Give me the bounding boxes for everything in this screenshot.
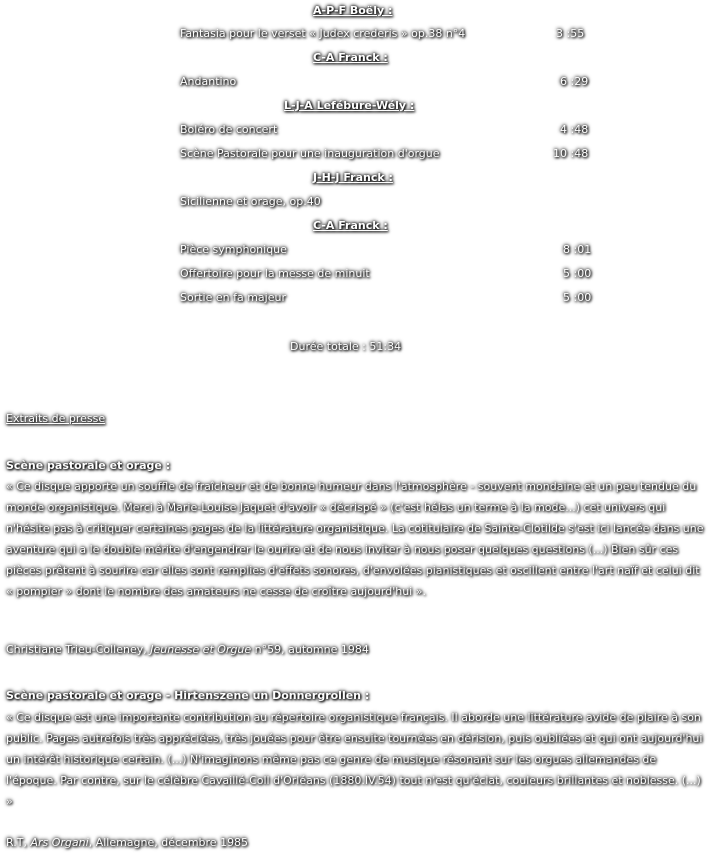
review-title: Scène pastorale et orage : — [6, 459, 171, 472]
program-item-title: Pièce symphonique — [180, 243, 287, 256]
composer-boely: A-P-F Boëly : — [313, 4, 393, 17]
review-meta: n°59, automne 1984 — [251, 643, 369, 656]
program-item-title: Offertoire pour la messe de minuit — [180, 267, 370, 280]
program-item-duration: 5 :00 — [563, 267, 592, 280]
composer-lefebure-wely: L-J-A Lefébure-Wély : — [284, 99, 415, 112]
program-item-title: Sicilienne et orage, op.40 — [180, 195, 321, 208]
program-item-title: Fantasia pour le verset « Judex crederis » op.38 n°4 — [180, 27, 466, 40]
review-author: Christiane Trieu-Colleney, — [6, 643, 151, 656]
review-citation — [6, 643, 369, 656]
composer-jhj-franck: J-H-J Franck : — [313, 171, 393, 184]
review-author: R.T, — [6, 836, 31, 849]
review-citation — [6, 836, 248, 849]
total-duration: Durée totale : 51:34 — [290, 340, 402, 353]
composer-ca-franck: C-A Franck : — [313, 219, 388, 232]
program-item-duration: 6 :29 — [560, 75, 589, 88]
program-item-duration: 10 :48 — [553, 147, 589, 160]
press-heading: Extraits de presse — [6, 412, 106, 425]
program-item-title: Sortie en fa majeur — [180, 291, 286, 304]
program-item-title: Scène Pastorale pour une inauguration d'orgue — [180, 147, 440, 160]
program-item-duration: 5 :00 — [563, 291, 592, 304]
program-item-duration: 8 :01 — [563, 243, 592, 256]
review-title: Scène pastorale et orage - Hirtenszene un Donnergrollen : — [6, 689, 370, 702]
review-source: Jeunesse et Orgue — [150, 643, 252, 656]
review-text: « Ce disque apporte un souffle de fraîcheur et de bonne humeur dans l'atmosphère - souvent mondaine et un peu tendue du monde organistique. Merci à Marie-Louise Jaquet d'avoir « décrispé » (c'est hélas un terme à la mode...) cet univers qui n'hésite pas à critiquer certaines pages de la littérature organistique. La cotitulaire de Sainte-Clotilde s'est ici lancée dans une aventure qui a le double mérite d'engendrer le ourire et de nous inviter à nous poser quelques questions (...) Bien sûr ces pièces prêtent à sourire car elles sont remplies d'effets sonores, d'envolées pianistiques et oscillent entre l'art naïf et celui dit « pompier » dont le nombre des amateurs ne cesse de croître aujourd'hui ». — [6, 480, 704, 598]
program-item-title: Andantino — [180, 75, 237, 88]
program-item-duration: 4 :48 — [560, 123, 589, 136]
review-meta: , Allemagne, décembre 1985 — [88, 836, 249, 849]
program-item-duration: 3 :55 — [556, 27, 585, 40]
review-source: Ars Organi — [30, 836, 89, 849]
program-item-title: Boléro de concert — [180, 123, 278, 136]
review-text: « Ce disque est une importante contribution au répertoire organistique français. Il aborde une littérature avide de plaire à son public. Pages autrefois très appréciées, très jouées pour être ensuite tournées en dérision, puis oubliées et qui ont aujourd'hui un intérêt historique certain. (...) N'imaginons même pas ce genre de musique résonant sur les orgues allemandes de l'époque. Par contre, sur le célèbre Cavaillé-Coll d'Orléans (1880.IV.54) tout n'est qu'éclat, couleurs brillantes et noblesse. (...) » — [6, 711, 703, 808]
composer-franck: C-A Franck : — [313, 51, 388, 64]
